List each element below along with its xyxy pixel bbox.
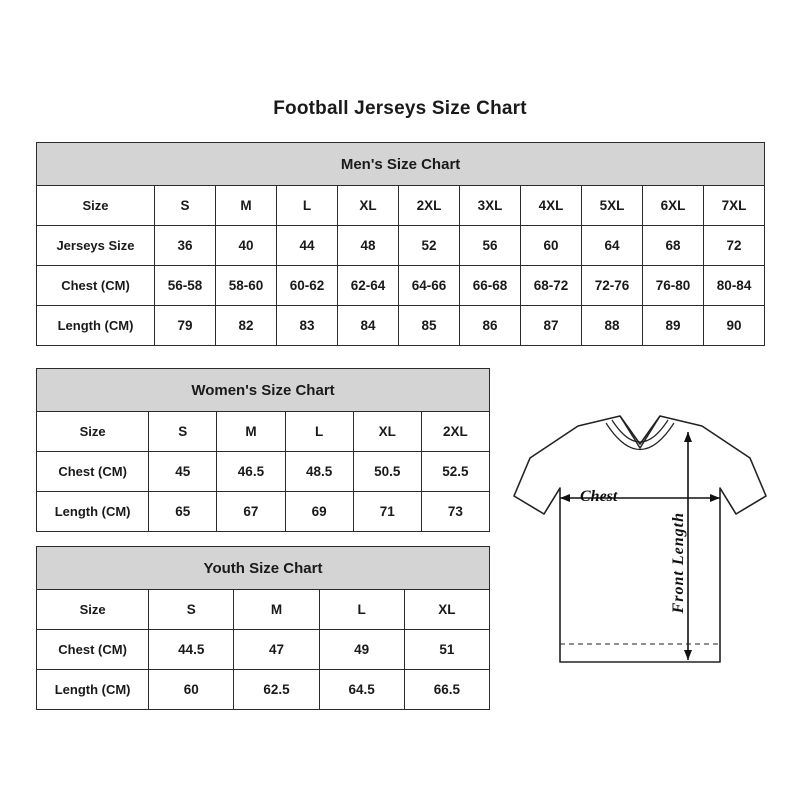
cell: 48 xyxy=(338,226,399,266)
table-caption-row xyxy=(37,369,490,412)
cell: 6XL xyxy=(643,186,704,226)
cell: 64 xyxy=(582,226,643,266)
cell: 68-72 xyxy=(521,266,582,306)
cell: 56 xyxy=(460,226,521,266)
cell: 56-58 xyxy=(155,266,216,306)
cell: 85 xyxy=(399,306,460,346)
cell: 2XL xyxy=(421,412,489,452)
row-label: Chest (CM) xyxy=(37,630,149,670)
cell: 44 xyxy=(277,226,338,266)
cell: 90 xyxy=(704,306,765,346)
cell: 79 xyxy=(155,306,216,346)
row-label: Jerseys Size xyxy=(37,226,155,266)
cell: 7XL xyxy=(704,186,765,226)
cell: XL xyxy=(353,412,421,452)
table-row xyxy=(37,306,765,346)
cell: 60 xyxy=(521,226,582,266)
row-label: Length (CM) xyxy=(37,670,149,710)
front-length-measure-label: Front Length xyxy=(670,512,687,614)
cell: 87 xyxy=(521,306,582,346)
mens-size-chart xyxy=(36,142,765,346)
cell: 60-62 xyxy=(277,266,338,306)
cell: 73 xyxy=(421,492,489,532)
cell: 44.5 xyxy=(149,630,234,670)
cell: 3XL xyxy=(460,186,521,226)
cell: 46.5 xyxy=(217,452,285,492)
cell: 47 xyxy=(234,630,319,670)
cell: 88 xyxy=(582,306,643,346)
table-row xyxy=(37,266,765,306)
cell: 89 xyxy=(643,306,704,346)
cell: 40 xyxy=(216,226,277,266)
cell: 45 xyxy=(149,452,217,492)
cell: 83 xyxy=(277,306,338,346)
cell: 68 xyxy=(643,226,704,266)
cell: 62.5 xyxy=(234,670,319,710)
cell: L xyxy=(277,186,338,226)
cell: 64-66 xyxy=(399,266,460,306)
cell: 84 xyxy=(338,306,399,346)
cell: 36 xyxy=(155,226,216,266)
cell: 76-80 xyxy=(643,266,704,306)
cell: M xyxy=(216,186,277,226)
table-caption-row xyxy=(37,547,490,590)
tshirt-measurement-diagram xyxy=(500,392,780,692)
cell: 71 xyxy=(353,492,421,532)
cell: 67 xyxy=(217,492,285,532)
table-row xyxy=(37,412,490,452)
table-row xyxy=(37,226,765,266)
cell: M xyxy=(234,590,319,630)
cell: 48.5 xyxy=(285,452,353,492)
youth-size-chart xyxy=(36,546,490,710)
cell: 80-84 xyxy=(704,266,765,306)
table-row xyxy=(37,186,765,226)
cell: 66.5 xyxy=(404,670,489,710)
cell: 66-68 xyxy=(460,266,521,306)
cell: S xyxy=(155,186,216,226)
cell: M xyxy=(217,412,285,452)
cell: 64.5 xyxy=(319,670,404,710)
cell: 52 xyxy=(399,226,460,266)
cell: 65 xyxy=(149,492,217,532)
cell: 5XL xyxy=(582,186,643,226)
page-title: Football Jerseys Size Chart xyxy=(273,98,527,119)
mens-caption: Men's Size Chart xyxy=(37,143,765,186)
table-row xyxy=(37,452,490,492)
cell: 58-60 xyxy=(216,266,277,306)
table-row xyxy=(37,630,490,670)
cell: 72 xyxy=(704,226,765,266)
womens-size-table xyxy=(36,368,490,532)
cell: 2XL xyxy=(399,186,460,226)
cell: L xyxy=(319,590,404,630)
row-label: Chest (CM) xyxy=(37,266,155,306)
youth-caption: Youth Size Chart xyxy=(37,547,490,590)
cell: 4XL xyxy=(521,186,582,226)
cell: 60 xyxy=(149,670,234,710)
cell: L xyxy=(285,412,353,452)
row-label: Size xyxy=(37,412,149,452)
row-label: Size xyxy=(37,186,155,226)
cell: S xyxy=(149,590,234,630)
youth-size-table xyxy=(36,546,490,710)
row-label: Size xyxy=(37,590,149,630)
row-label: Chest (CM) xyxy=(37,452,149,492)
mens-size-table xyxy=(36,142,765,346)
tshirt-icon xyxy=(500,392,780,692)
cell: 52.5 xyxy=(421,452,489,492)
womens-size-chart xyxy=(36,368,490,532)
cell: 86 xyxy=(460,306,521,346)
row-label: Length (CM) xyxy=(37,492,149,532)
chest-measure-label: Chest xyxy=(580,488,618,505)
cell: 82 xyxy=(216,306,277,346)
womens-caption: Women's Size Chart xyxy=(37,369,490,412)
cell: 49 xyxy=(319,630,404,670)
cell: 51 xyxy=(404,630,489,670)
cell: 62-64 xyxy=(338,266,399,306)
cell: XL xyxy=(338,186,399,226)
cell: 69 xyxy=(285,492,353,532)
cell: XL xyxy=(404,590,489,630)
cell: S xyxy=(149,412,217,452)
cell: 72-76 xyxy=(582,266,643,306)
table-row xyxy=(37,590,490,630)
table-row xyxy=(37,492,490,532)
table-caption-row xyxy=(37,143,765,186)
table-row xyxy=(37,670,490,710)
row-label: Length (CM) xyxy=(37,306,155,346)
cell: 50.5 xyxy=(353,452,421,492)
